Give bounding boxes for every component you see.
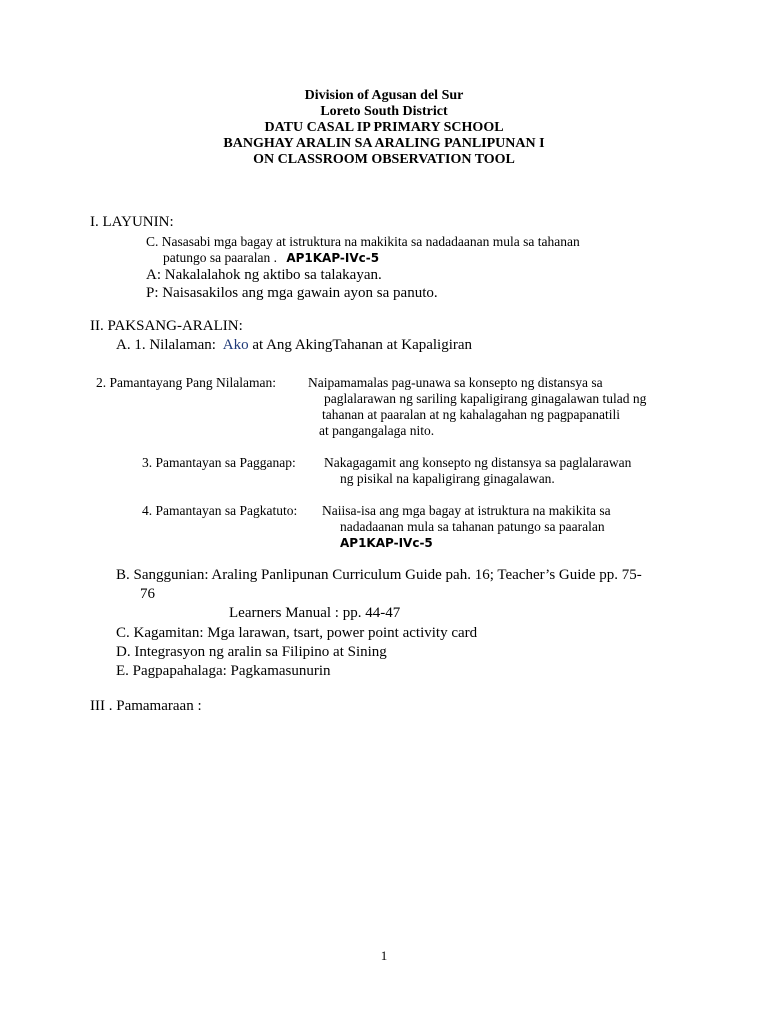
plan-title: BANGHAY ARALIN SA ARALING PANLIPUNAN I bbox=[223, 136, 545, 151]
item4-line1: Naiisa-isa ang mga bagay at istruktura na makikita sa bbox=[322, 503, 611, 518]
item2-line2: paglalarawan ng sariling kapaligirang ginagalawan tulad ng bbox=[324, 391, 647, 406]
page-number: 1 bbox=[380, 948, 388, 963]
item4-line2: nadadaanan mula sa tahanan patungo sa paaralan bbox=[340, 519, 605, 534]
item2-line4: at pangangalaga nito. bbox=[319, 423, 435, 438]
paksang-aralin-heading: II. PAKSANG-ARALIN: bbox=[90, 318, 243, 334]
sanggunian-line2: 76 bbox=[140, 586, 155, 602]
nilalaman-topic: at Ang AkingTahanan at Kapaligiran bbox=[252, 337, 473, 353]
sanggunian-line1: B. Sanggunian: Araling Panlipunan Curriculum Guide pah. 16; Teacher’s Guide pp. 75- bbox=[116, 567, 642, 583]
pagpapahalaga: E. Pagpapahalaga: Pagkamasunurin bbox=[116, 663, 331, 679]
ako-word: Ako bbox=[222, 337, 249, 353]
nilalaman-label: A. 1. Nilalaman: bbox=[116, 337, 216, 353]
item4-label: 4. Pamantayan sa Pagkatuto: bbox=[142, 503, 298, 518]
objective-c-line1: C. Nasasabi mga bagay at istruktura na makikita sa nadadaanan mula sa tahanan bbox=[146, 234, 580, 249]
layunin-heading: I. LAYUNIN: bbox=[90, 214, 174, 230]
objective-p: P: Naisasakilos ang mga gawain ayon sa panuto. bbox=[146, 285, 438, 301]
integrasyon: D. Integrasyon ng aralin sa Filipino at Sining bbox=[116, 644, 387, 660]
item3-line1: Nakagagamit ang konsepto ng distansya sa paglalarawan bbox=[324, 455, 632, 470]
competency-code: AP1KAP-IVc-5 bbox=[286, 251, 380, 265]
district-title: Loreto South District bbox=[320, 104, 448, 119]
item2-label: 2. Pamantayang Pang Nilalaman: bbox=[96, 375, 276, 390]
nilalaman-line bbox=[116, 336, 472, 354]
school-title: DATU CASAL IP PRIMARY SCHOOL bbox=[264, 120, 504, 135]
tool-title: ON CLASSROOM OBSERVATION TOOL bbox=[253, 152, 515, 167]
item2-line1: Naipamamalas pag-unawa sa konsepto ng distansya sa bbox=[308, 375, 603, 390]
objective-c-line2 bbox=[163, 250, 379, 266]
learners-manual: Learners Manual : pp. 44-47 bbox=[229, 605, 401, 621]
division-title: Division of Agusan del Sur bbox=[304, 88, 464, 103]
item3-label: 3. Pamantayan sa Pagganap: bbox=[142, 455, 296, 470]
objective-c-text: patungo sa paaralan . bbox=[163, 250, 277, 265]
kagamitan: C. Kagamitan: Mga larawan, tsart, power point activity card bbox=[116, 625, 478, 641]
objective-a: A: Nakalalahok ng aktibo sa talakayan. bbox=[146, 267, 382, 283]
pamamaraan-heading: III . Pamamaraan : bbox=[90, 698, 202, 714]
item3-line2: ng pisikal na kapaligirang ginagalawan. bbox=[340, 471, 555, 486]
item4-competency-code: AP1KAP-IVc-5 bbox=[340, 536, 433, 550]
item2-line3: tahanan at paaralan at ng kahalagahan ng pagpapanatili bbox=[322, 407, 620, 422]
